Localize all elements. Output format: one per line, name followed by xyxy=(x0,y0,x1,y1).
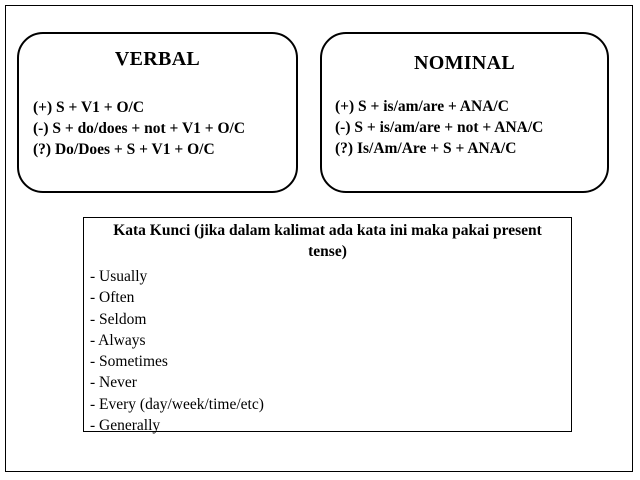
keyword-item: - Seldom xyxy=(90,310,147,328)
keyword-item: - Often xyxy=(90,289,135,307)
verbal-formula-question: (?) Do/Does + S + V1 + O/C xyxy=(33,141,215,158)
nominal-formulas xyxy=(335,96,543,159)
keyword-item: - Always xyxy=(90,331,146,349)
keyword-item: - Usually xyxy=(90,268,148,285)
nominal-formula-negative: (-) S + is/am/are + not + ANA/C xyxy=(335,119,544,136)
keyword-item: - Sometimes xyxy=(90,353,168,371)
verbal-formulas xyxy=(33,97,245,160)
verbal-title: VERBAL xyxy=(114,48,201,70)
nominal-card xyxy=(320,32,609,193)
verbal-card xyxy=(17,32,298,193)
keywords-heading: Kata Kunci (jika dalam kalimat ada kata ini maka pakai present tense) xyxy=(113,222,542,260)
keywords-list xyxy=(84,266,571,436)
nominal-title: NOMINAL xyxy=(414,52,515,74)
nominal-formula-question: (?) Is/Am/Are + S + ANA/C xyxy=(335,140,517,157)
keyword-item: - Never xyxy=(90,374,137,392)
keywords-box xyxy=(83,217,572,435)
nominal-formula-positive: (+) S + is/am/are + ANA/C xyxy=(335,98,509,115)
verbal-formula-positive: (+) S + V1 + O/C xyxy=(33,99,145,116)
keyword-item: - Generally xyxy=(90,417,161,435)
keyword-item: - Every (day/week/time/etc) xyxy=(90,395,264,413)
verbal-formula-negative: (-) S + do/does + not + V1 + O/C xyxy=(33,120,246,137)
